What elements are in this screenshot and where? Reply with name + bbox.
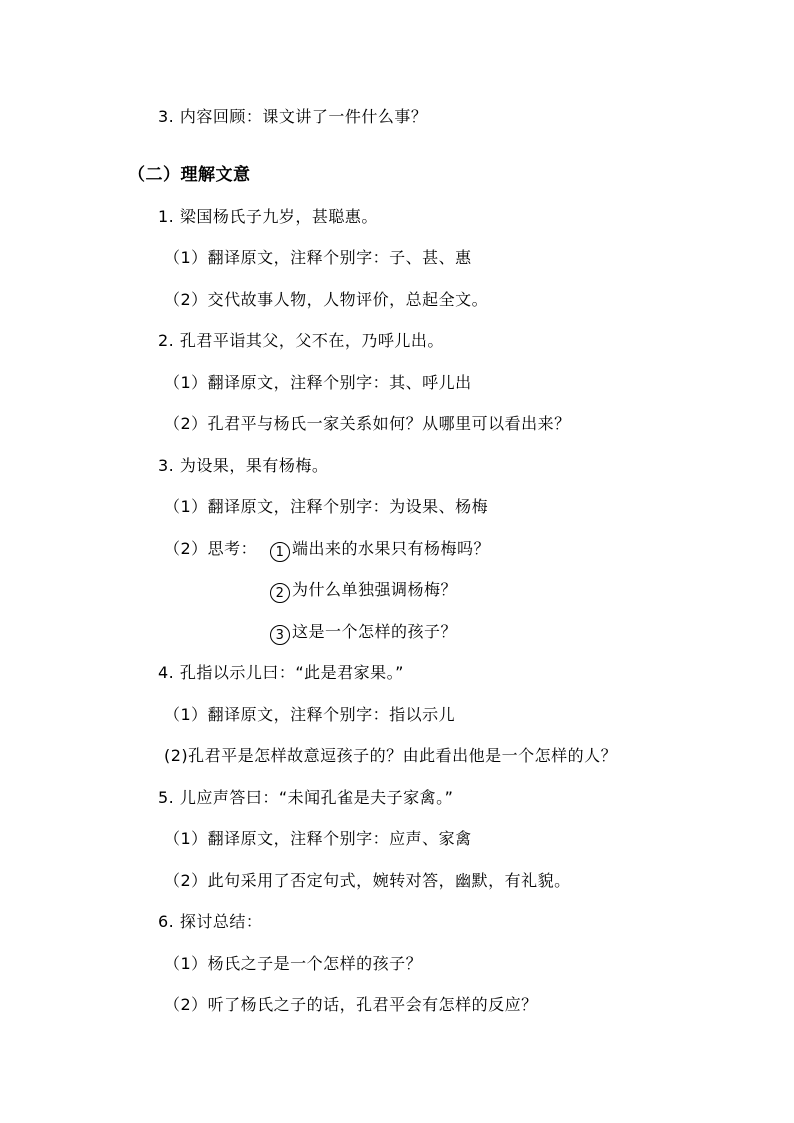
think-question-3 bbox=[270, 622, 457, 645]
item-3: 3. 为设果，果有杨梅。 bbox=[158, 456, 329, 475]
think-question-2-text: 为什么单独强调杨梅？ bbox=[292, 580, 458, 599]
item-2: 2. 孔君平诣其父，父不在，乃呼儿出。 bbox=[158, 331, 444, 350]
think-question-3-text: 这是一个怎样的孩子？ bbox=[292, 622, 458, 641]
think-question-2 bbox=[270, 580, 457, 603]
circled-number-3: 3 bbox=[270, 625, 290, 645]
item-5-sub-2: （2）此句采用了否定句式，婉转对答，幽默，有礼貌。 bbox=[164, 871, 571, 890]
item-6-sub-1: （1）杨氏之子是一个怎样的孩子？ bbox=[164, 954, 423, 973]
item-3-sub-1: （1）翻译原文，注释个别字：为设果、杨梅 bbox=[164, 497, 489, 516]
item-2-sub-2: （2）孔君平与杨氏一家关系如何？从哪里可以看出来？ bbox=[164, 414, 571, 433]
item-1-sub-1: （1）翻译原文，注释个别字：子、甚、惠 bbox=[164, 248, 472, 267]
item-4-sub-1: （1）翻译原文，注释个别字：指以示儿 bbox=[164, 705, 456, 724]
review-item-3: 3. 内容回顾：课文讲了一件什么事？ bbox=[158, 107, 428, 126]
item-1-sub-2: （2）交代故事人物，人物评价，总起全文。 bbox=[164, 290, 489, 309]
item-4: 4. 孔指以示儿曰：“此是君家果。” bbox=[158, 663, 404, 682]
item-6-sub-2: （2）听了杨氏之子的话，孔君平会有怎样的反应？ bbox=[164, 995, 538, 1014]
section-heading: （二）理解文意 bbox=[128, 165, 251, 185]
think-question-1-text: 端出来的水果只有杨梅吗？ bbox=[292, 539, 491, 558]
item-6: 6. 探讨总结： bbox=[158, 912, 263, 931]
item-4-sub-2: (2)孔君平是怎样故意逗孩子的？由此看出他是一个怎样的人？ bbox=[164, 746, 618, 765]
circled-number-1: 1 bbox=[270, 542, 290, 562]
think-question-1 bbox=[270, 539, 490, 562]
item-3-sub-2: （2）思考： bbox=[164, 539, 258, 558]
item-2-sub-1: （1）翻译原文，注释个别字：其、呼儿出 bbox=[164, 373, 472, 392]
item-5: 5. 儿应声答曰：“未闻孔雀是夫子家禽。” bbox=[158, 788, 454, 807]
item-1: 1. 梁国杨氏子九岁，甚聪惠。 bbox=[158, 207, 378, 226]
circled-number-2: 2 bbox=[270, 583, 290, 603]
item-5-sub-1: （1）翻译原文，注释个别字：应声、家禽 bbox=[164, 829, 472, 848]
